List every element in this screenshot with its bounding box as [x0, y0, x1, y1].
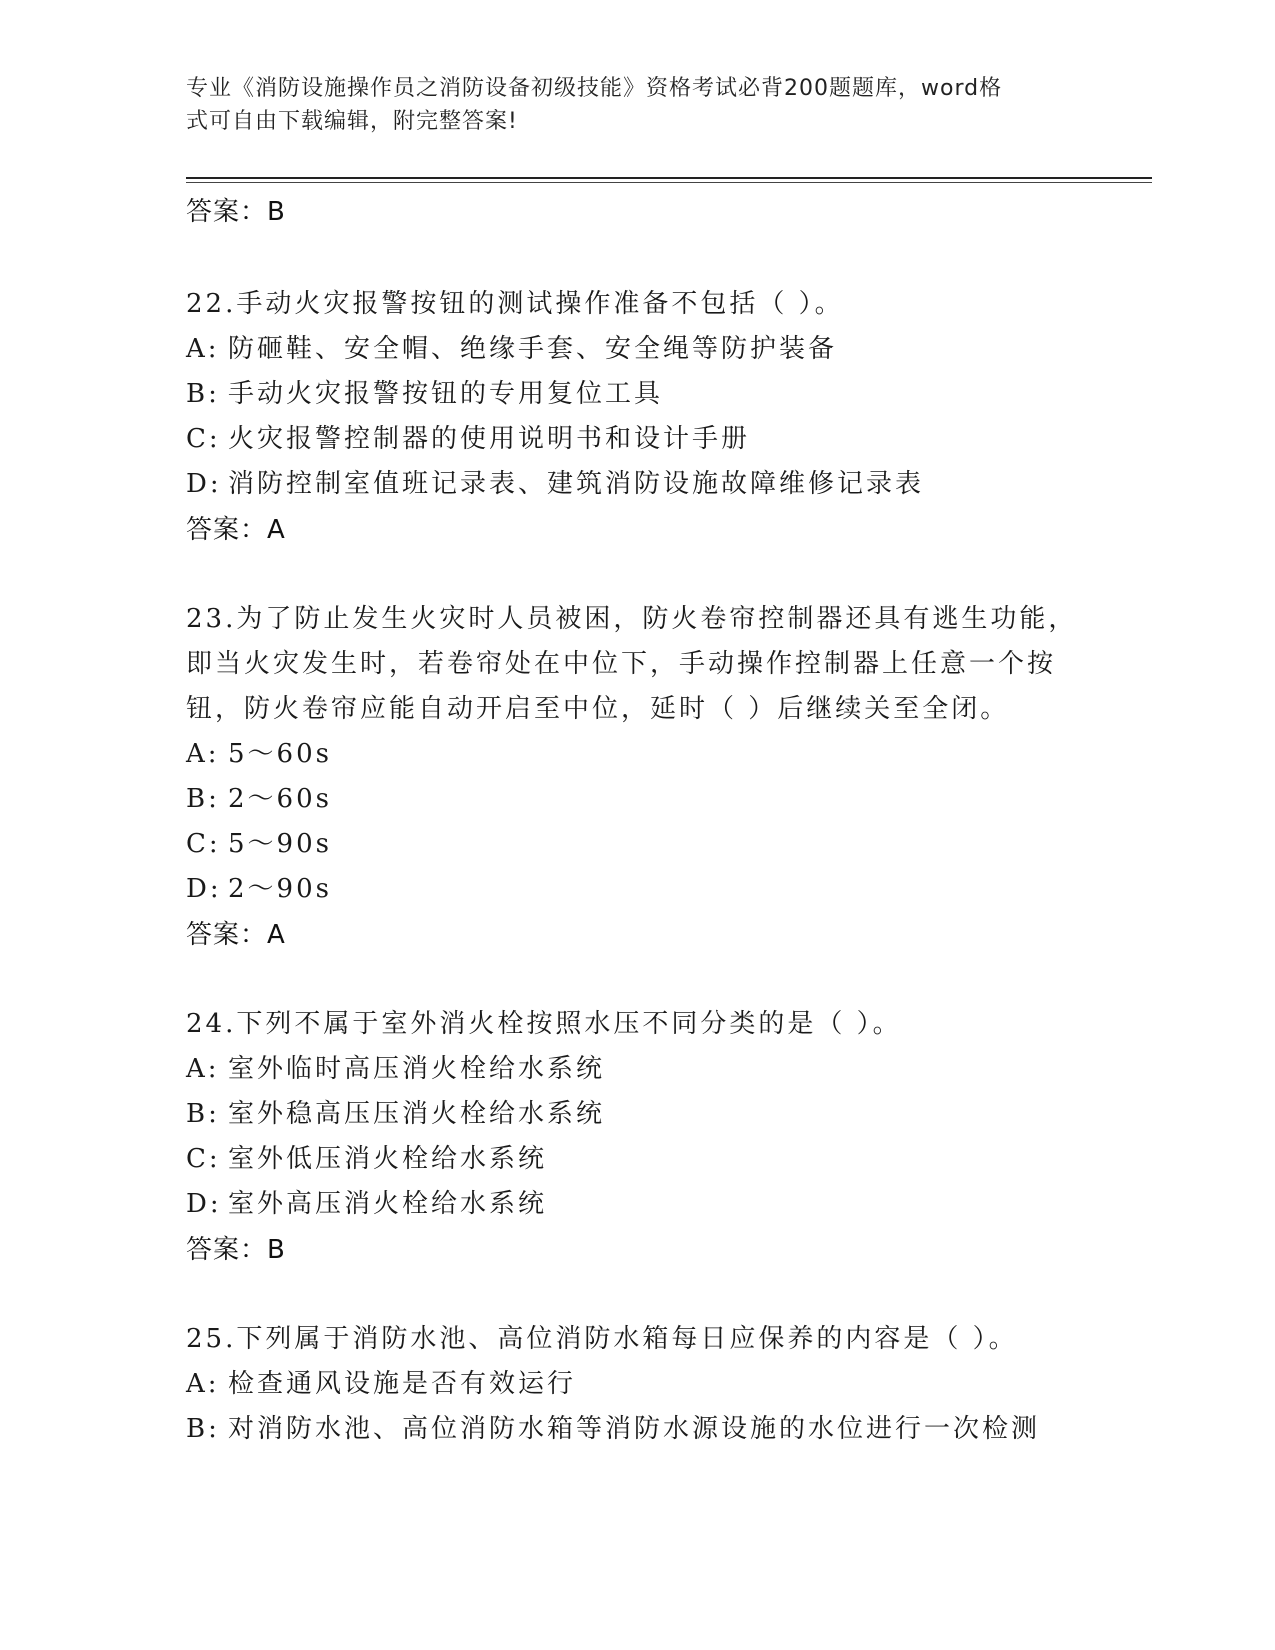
option-letter: D: — [186, 874, 222, 904]
option-text: 防砸鞋、安全帽、绝缘手套、安全绳等防护装备 — [228, 334, 838, 364]
option-b — [186, 1407, 1086, 1452]
option-b — [186, 777, 1086, 822]
option-b — [186, 372, 1086, 417]
header-divider-thin — [186, 182, 1152, 183]
option-letter: C: — [186, 829, 221, 859]
spacer — [186, 553, 1086, 597]
option-a — [186, 732, 1086, 777]
option-text: 火灾报警控制器的使用说明书和设计手册 — [228, 424, 751, 454]
option-letter: B: — [186, 784, 220, 814]
option-text: 2～90s — [228, 874, 332, 904]
question-stem: 25.下列属于消防水池、高位消防水箱每日应保养的内容是（ ）。 — [186, 1324, 1018, 1354]
document-header — [186, 72, 1066, 138]
option-letter: C: — [186, 1144, 221, 1174]
spacer — [186, 238, 1086, 282]
option-a — [186, 327, 1086, 372]
header-line-2: 式可自由下载编辑，附完整答案! — [186, 109, 518, 134]
question-list — [186, 186, 1086, 1452]
answer: 答案：B — [186, 1235, 286, 1265]
option-letter: B: — [186, 379, 220, 409]
option-letter: A: — [186, 1054, 220, 1084]
option-text: 消防控制室值班记录表、建筑消防设施故障维修记录表 — [228, 469, 925, 499]
option-text: 室外高压消火栓给水系统 — [228, 1189, 548, 1219]
question-stem: 23.为了防止发生火灾时人员被困，防火卷帘控制器还具有逃生功能，即当火灾发生时，若卷帘处在中位下，手动操作控制器上任意一个按钮，防火卷帘应能自动开启至中位，延时（ ）后继续关至全闭。 — [186, 604, 1078, 724]
option-text: 对消防水池、高位消防水箱等消防水源设施的水位进行一次检测 — [228, 1414, 1041, 1444]
option-letter: A: — [186, 739, 220, 769]
option-c — [186, 417, 1086, 462]
option-a — [186, 1362, 1086, 1407]
question-22 — [186, 282, 1086, 553]
option-letter: D: — [186, 1189, 222, 1219]
option-a — [186, 1047, 1086, 1092]
header-divider-thick — [186, 177, 1152, 179]
option-text: 检查通风设施是否有效运行 — [228, 1369, 577, 1399]
option-letter: B: — [186, 1414, 220, 1444]
option-d — [186, 867, 1086, 912]
option-text: 5～90s — [228, 829, 332, 859]
option-d — [186, 1182, 1086, 1227]
question-stem: 24.下列不属于室外消火栓按照水压不同分类的是（ ）。 — [186, 1009, 902, 1039]
option-letter: A: — [186, 334, 220, 364]
option-b — [186, 1092, 1086, 1137]
option-text: 室外低压消火栓给水系统 — [228, 1144, 548, 1174]
previous-answer: 答案：B — [186, 197, 286, 227]
question-23 — [186, 597, 1086, 958]
question-25 — [186, 1317, 1086, 1452]
header-line-1: 专业《消防设施操作员之消防设备初级技能》资格考试必背200题题库，word格 — [186, 76, 1003, 101]
option-letter: C: — [186, 424, 221, 454]
option-d — [186, 462, 1086, 507]
answer: 答案：A — [186, 515, 286, 545]
spacer — [186, 1273, 1086, 1317]
question-stem: 22.手动火灾报警按钮的测试操作准备不包括（ ）。 — [186, 289, 844, 319]
option-c — [186, 822, 1086, 867]
option-text: 2～60s — [228, 784, 332, 814]
option-letter: B: — [186, 1099, 220, 1129]
option-text: 手动火灾报警按钮的专用复位工具 — [228, 379, 664, 409]
option-c — [186, 1137, 1086, 1182]
option-letter: D: — [186, 469, 222, 499]
question-24 — [186, 1002, 1086, 1273]
option-letter: A: — [186, 1369, 220, 1399]
option-text: 室外稳高压压消火栓给水系统 — [228, 1099, 606, 1129]
option-text: 5～60s — [228, 739, 332, 769]
spacer — [186, 958, 1086, 1002]
answer: 答案：A — [186, 920, 286, 950]
option-text: 室外临时高压消火栓给水系统 — [228, 1054, 606, 1084]
